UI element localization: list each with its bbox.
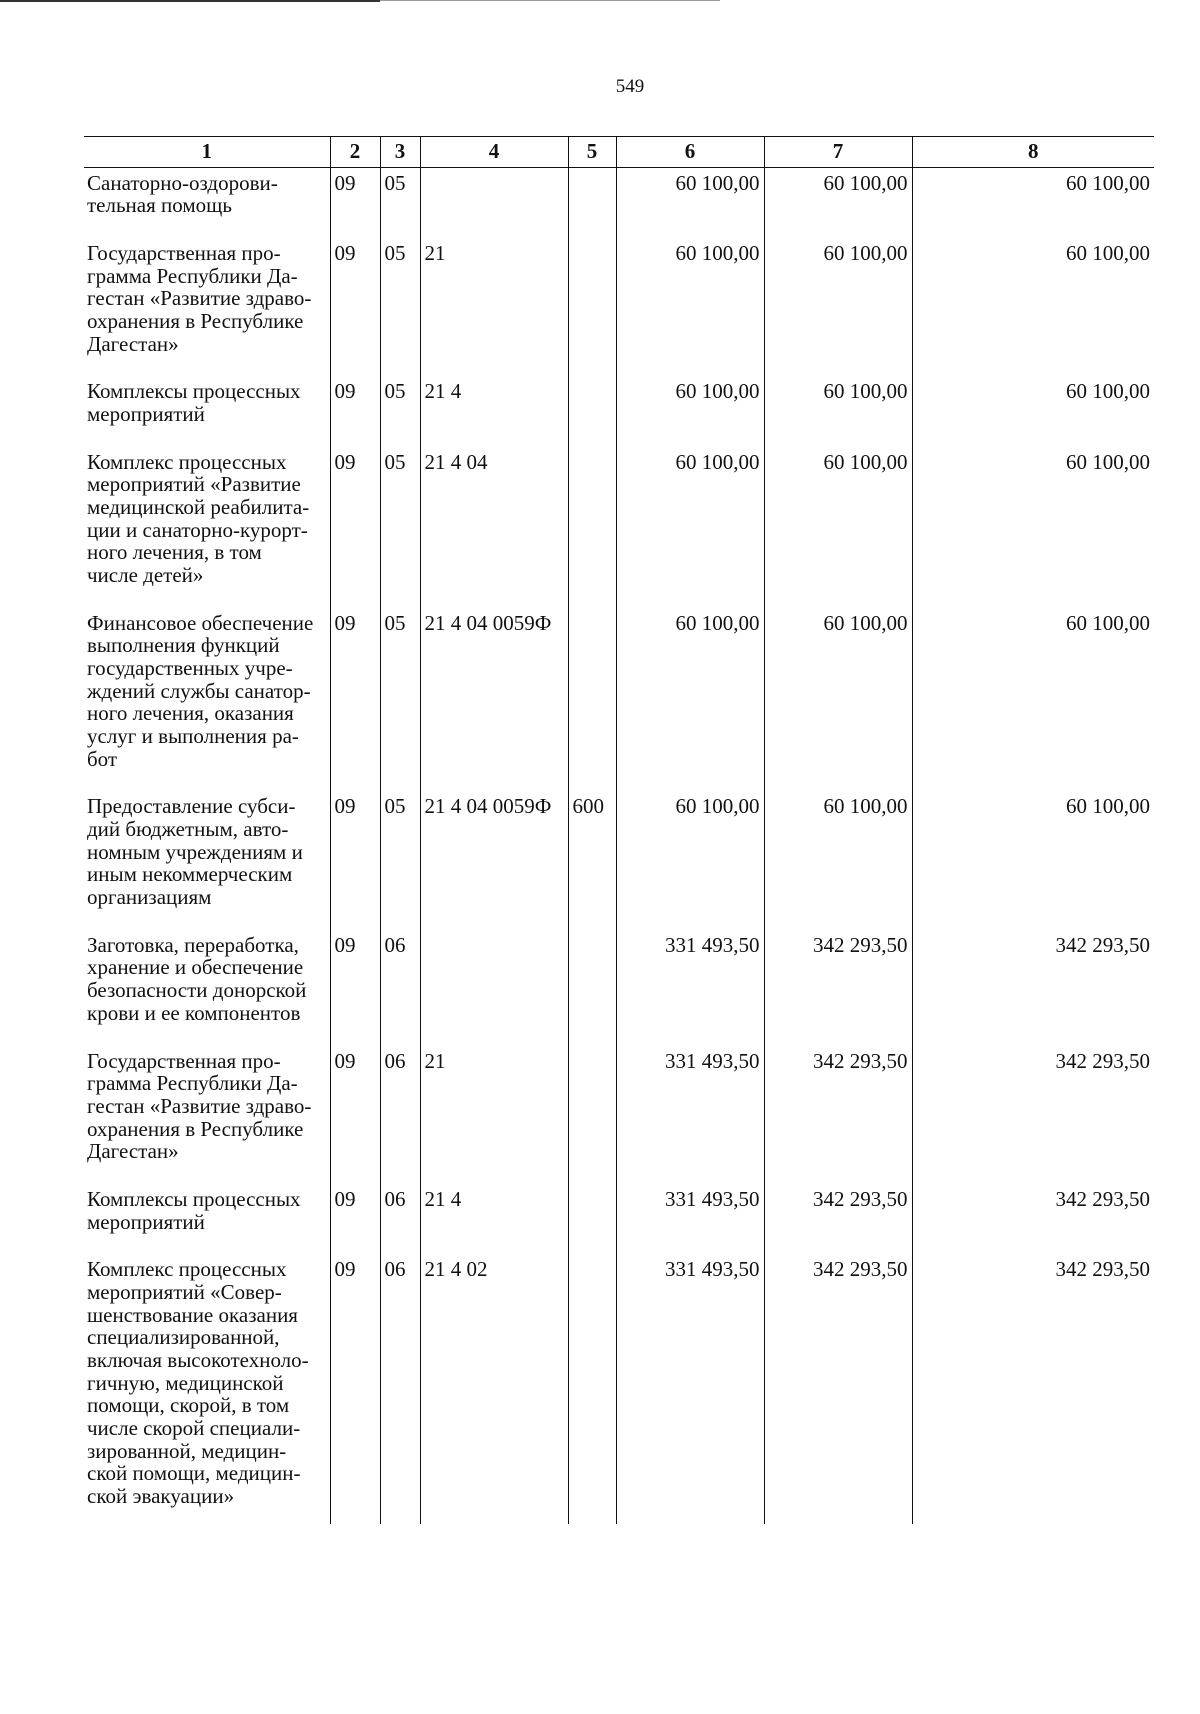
expense-type-cell [568,1184,616,1254]
row-name-cell: Комплекс процессных мероприятий «Совер- шенствование оказания специализированной, включая высокотехноло- гичную, медицинской помощи, скорой, в том числе скорой специали- зированной, медицин- ской помощи, медицин- ской эвакуации» [87,1257,309,1508]
amount-year2-cell: 60 100,00 [764,167,912,238]
expense-type-cell [568,1254,616,1523]
amount-year2-cell: 342 293,50 [764,1046,912,1184]
row-name-cell: Комплексы процессных мероприятий [87,379,301,427]
subsection-cell: 05 [380,791,420,929]
subsection-cell: 06 [380,930,420,1046]
target-article-cell: 21 4 02 [420,1254,568,1523]
section-cell: 09 [330,1184,380,1254]
col-header-2: 2 [330,137,380,168]
target-article-cell [420,930,568,1046]
amount-year1-cell: 331 493,50 [616,930,764,1046]
target-article-cell: 21 4 [420,1184,568,1254]
amount-year2-cell: 60 100,00 [764,238,912,376]
expense-type-cell [568,1046,616,1184]
table-row [84,447,1154,608]
section-cell: 09 [330,447,380,608]
table-row [84,608,1154,792]
section-cell: 09 [330,608,380,792]
col-header-8: 8 [912,137,1154,168]
section-cell: 09 [330,238,380,376]
amount-year3-cell: 342 293,50 [912,1184,1154,1254]
target-article-cell: 21 4 04 0059Ф [420,791,568,929]
amount-year1-cell: 60 100,00 [616,376,764,446]
col-header-5: 5 [568,137,616,168]
subsection-cell: 06 [380,1046,420,1184]
subsection-cell: 05 [380,376,420,446]
amount-year3-cell: 342 293,50 [912,1254,1154,1523]
amount-year1-cell: 331 493,50 [616,1184,764,1254]
amount-year3-cell: 60 100,00 [912,608,1154,792]
amount-year2-cell: 60 100,00 [764,447,912,608]
amount-year1-cell: 60 100,00 [616,447,764,608]
table-row [84,1184,1154,1254]
col-header-1: 1 [84,137,330,168]
scan-top-edge-line [0,0,380,2]
row-name-cell: Государственная про- грамма Республики Да- гестан «Развитие здраво- охранения в Республике Дагестан» [87,1048,312,1164]
subsection-cell: 06 [380,1184,420,1254]
amount-year1-cell: 331 493,50 [616,1254,764,1523]
target-article-cell [420,167,568,238]
subsection-cell: 05 [380,167,420,238]
expense-type-cell [568,608,616,792]
amount-year2-cell: 60 100,00 [764,791,912,929]
budget-table [84,136,1154,1524]
amount-year2-cell: 60 100,00 [764,608,912,792]
row-name-cell: Комплексы процессных мероприятий [87,1186,301,1234]
section-cell: 09 [330,791,380,929]
amount-year1-cell: 60 100,00 [616,167,764,238]
target-article-cell: 21 4 04 0059Ф [420,608,568,792]
amount-year2-cell: 342 293,50 [764,1184,912,1254]
expense-type-cell [568,238,616,376]
amount-year3-cell: 60 100,00 [912,376,1154,446]
expense-type-cell [568,447,616,608]
page-number: 549 [615,76,645,97]
amount-year1-cell: 60 100,00 [616,791,764,929]
subsection-cell: 06 [380,1254,420,1523]
row-name-cell: Предоставление субси- дий бюджетным, авто- номным учреждениям и иным некоммерческим организациям [87,794,303,910]
expense-type-cell [568,167,616,238]
section-cell: 09 [330,930,380,1046]
section-cell: 09 [330,1254,380,1523]
subsection-cell: 05 [380,447,420,608]
section-cell: 09 [330,1046,380,1184]
table-row [84,167,1154,238]
amount-year2-cell: 342 293,50 [764,930,912,1046]
amount-year2-cell: 60 100,00 [764,376,912,446]
amount-year3-cell: 60 100,00 [912,447,1154,608]
section-cell: 09 [330,376,380,446]
table-row [84,791,1154,929]
amount-year3-cell: 342 293,50 [912,1046,1154,1184]
amount-year1-cell: 60 100,00 [616,238,764,376]
table-header-row [84,137,1154,168]
scan-top-edge-line-faint [380,0,720,1]
expense-type-cell: 600 [568,791,616,929]
table-row [84,1254,1154,1523]
col-header-4: 4 [420,137,568,168]
amount-year1-cell: 60 100,00 [616,608,764,792]
expense-type-cell [568,376,616,446]
table-row [84,1046,1154,1184]
amount-year2-cell: 342 293,50 [764,1254,912,1523]
target-article-cell: 21 4 [420,376,568,446]
row-name-cell: Финансовое обеспечение выполнения функций государственных учре- ждений службы санатор- ного лечения, оказания услуг и выполнения ра- бот [87,610,314,771]
row-name-cell: Заготовка, переработка, хранение и обеспечение безопасности донорской крови и ее компонентов [87,932,307,1025]
col-header-6: 6 [616,137,764,168]
target-article-cell: 21 [420,238,568,376]
target-article-cell: 21 4 04 [420,447,568,608]
row-name-cell: Санаторно-оздорови- тельная помощь [87,170,278,218]
amount-year3-cell: 60 100,00 [912,238,1154,376]
table-row [84,376,1154,446]
expense-type-cell [568,930,616,1046]
subsection-cell: 05 [380,238,420,376]
amount-year3-cell: 342 293,50 [912,930,1154,1046]
table-row [84,238,1154,376]
target-article-cell: 21 [420,1046,568,1184]
table-row [84,930,1154,1046]
col-header-7: 7 [764,137,912,168]
col-header-3: 3 [380,137,420,168]
amount-year3-cell: 60 100,00 [912,167,1154,238]
row-name-cell: Государственная про- грамма Республики Да- гестан «Развитие здраво- охранения в Республике Дагестан» [87,241,312,356]
amount-year3-cell: 60 100,00 [912,791,1154,929]
amount-year1-cell: 331 493,50 [616,1046,764,1184]
subsection-cell: 05 [380,608,420,792]
section-cell: 09 [330,167,380,238]
row-name-cell: Комплекс процессных мероприятий «Развитие медицинской реабилита- ции и санаторно-курорт- ного лечения, в том числе детей» [87,449,310,588]
